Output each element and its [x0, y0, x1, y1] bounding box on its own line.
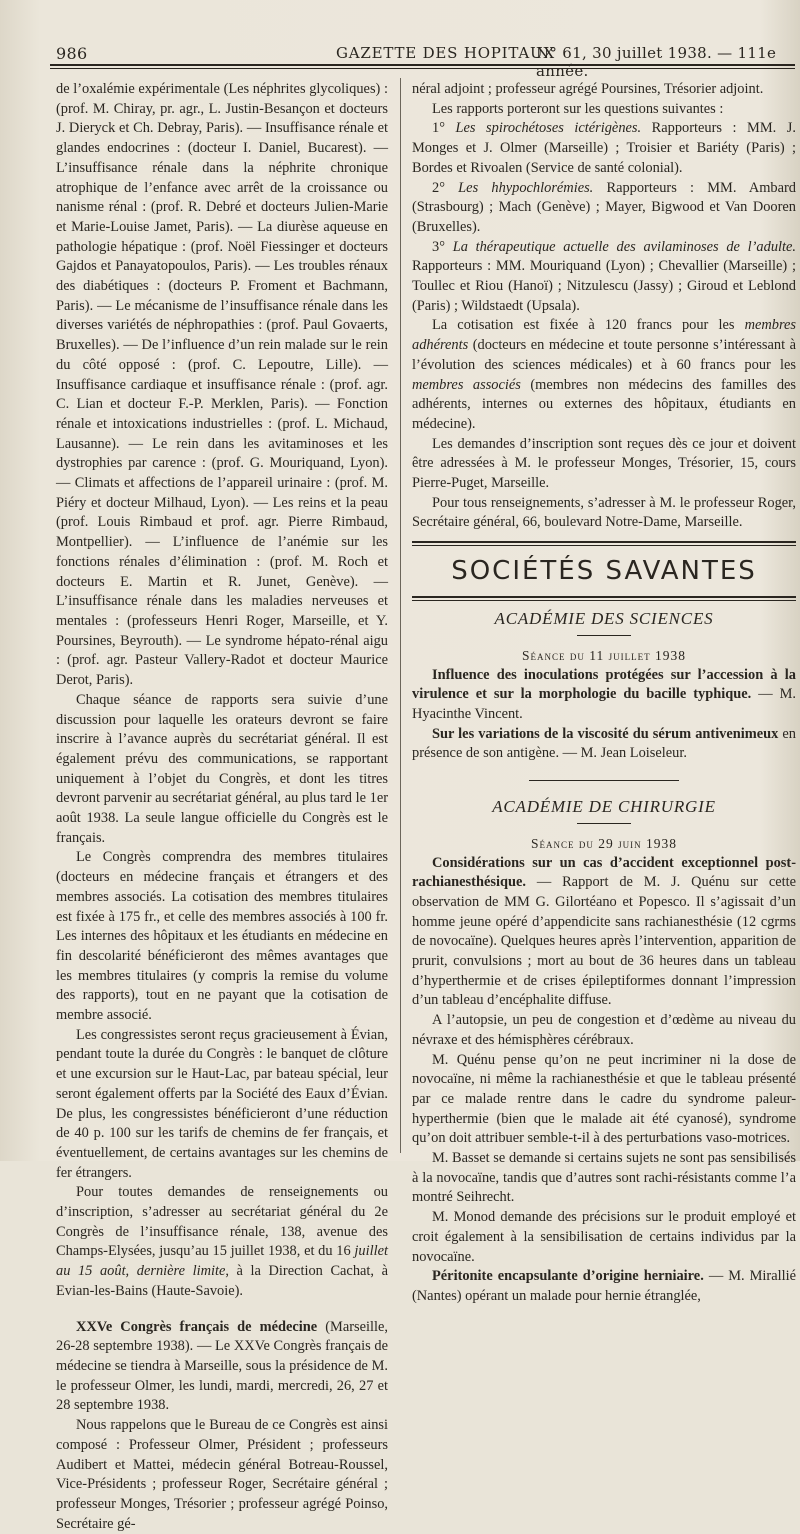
paragraph: Nous rappelons que le Bureau de ce Congrès est ainsi composé : Professeur Olmer, Président ; professeurs Audibert et Mattei, médecin général Botreau-Roussel, Vice-Présidents ; professeur Roger, Secrétaire général ; professeur Monges, Trésorier ; professeur agrégé Poinso, Secrétaire gé- — [56, 1417, 388, 1532]
short-rule — [577, 823, 631, 824]
paragraph: Les congressistes seront reçus gracieusement à Évian, pendant toute la durée du Congrès : le banquet de clôture et une excursion sur le Haut-Lac, par bateau spécial, leur seront également offerts par la Société des Eaux d’Évian. De plus, les congressistes bénéficieront d’une réduction de 40 p. 100 sur les tarifs de chemins de fer français, et éventuellement, de certains avantages sur les chemins de fer étrangers. — [56, 1026, 388, 1181]
academy-heading: ACADÉMIE DE CHIRURGIE — [492, 797, 716, 817]
paragraph: M. Monod demande des précisions sur le produit employé et croit également à la sensibilisation de certains individus par la novocaïne. — [412, 1209, 796, 1265]
paragraph: M. Basset se demande si certains sujets ne sont pas sensibilisés à la novocaïne, tandis que d’autres sont rachi-résistants comme l’a montré Seihrecht. — [412, 1150, 796, 1206]
session-date: Séance du 11 juillet 1938 — [522, 647, 686, 663]
paragraph: Les demandes d’inscription sont reçues dès ce jour et doivent être adressées à M. le professeur Monges, Trésorier, 15, cours Pierre-Puget, Marseille. — [412, 435, 796, 492]
paragraph: néral adjoint ; professeur agrégé Poursines, Trésorier adjoint. — [412, 81, 764, 97]
issue-info: N° 61, 30 juillet 1938. — 111e année. — [536, 44, 777, 80]
academy-heading: ACADÉMIE DES SCIENCES — [494, 609, 714, 629]
paragraph: A l’autopsie, un peu de congestion et d’œdème au niveau du névraxe et des hémisphères cérébraux. — [412, 1012, 796, 1048]
paragraph: Pour toutes demandes de renseignements ou d’inscription, s’adresser au secrétariat général du 2e Congrès de l’insuffisance rénale, 138, avenue des Champs-Elysées, jusqu’au 15 juillet 1938, et du 16 juillet au 15 août, dernière limite, à la Direction Cachat, à Evian-les-Bains (Haute-Savoie). — [56, 1184, 388, 1299]
congress-title: XXVe Congrès français de médecine — [76, 1318, 318, 1335]
header-rule-thin — [50, 68, 795, 69]
short-rule — [577, 635, 631, 636]
section-rule — [412, 596, 796, 601]
left-column — [56, 80, 388, 1534]
column-divider — [400, 78, 401, 1153]
paragraph: Chaque séance de rapports sera suivie d’une discussion pour laquelle les orateurs devront se faire inscrire à l’avance auprès du secrétariat général. Il est également prévu des communications, se rapportant uniquement à l’objet du Congrès, et dont les titres devront parvenir au secrétariat général, au plus tard le 1er août 1938. La seule langue officielle du Congrès est le français. — [56, 691, 388, 846]
header-rule — [50, 64, 795, 66]
paragraph: Le Congrès comprendra des membres titulaires (docteurs en médecine français et étrangers et des membres associés. La cotisation des membres titulaires est fixée à 175 fr., et celle des membres associés à 100 fr. Les internes des hôpitaux et les étudiants en médecine en fin descolarité bénéficieront des mêmes avantages que les membres titulaires (y compris la remise du volume des rapports), tout en ne payant que la cotisation de membre associé. — [56, 849, 388, 1024]
paragraph: La cotisation est fixée à 120 francs pour les membres adhérents (docteurs en médecine et toute personne s’intéressant à l’évolution des sciences médicales) et à 60 francs pour les membres associés (membres non médecins des familles des adhérents, internes ou externes des hôpitaux, étudiants en médecine). — [412, 317, 796, 432]
section-rule — [412, 541, 796, 546]
paragraph: 1° Les spirochétoses ictérigènes. Rapporteurs : MM. J. Monges et J. Olmer (Marseille) ; Troisier et Bariéty (Paris) ; Bordes et Rivoalen (Service de santé colonial). — [412, 120, 796, 176]
paragraph: Pour tous renseignements, s’adresser à M. le professeur Roger, Secrétaire général, 66, boulevard Notre-Dame, Marseille. — [412, 494, 796, 531]
journal-title: GAZETTE DES HOPITAUX — [336, 44, 555, 62]
section-title: SOCIÉTÉS SAVANTES — [451, 556, 757, 587]
paragraph: Péritonite encapsulante d’origine herniaire. — M. Mirallié (Nantes) opérant un malade pour hernie étranglée, — [412, 1268, 796, 1304]
page-header — [50, 40, 798, 80]
right-column — [412, 80, 796, 1307]
paragraph: 2° Les hhypochlorémies. Rapporteurs : MM. Ambard (Strasbourg) ; Mach (Genève) ; Mayer, Bigwood et Van Dooren (Bruxelles). — [412, 179, 796, 235]
paragraph: XXVe Congrès français de médecine (Marseille, 26-28 septembre 1938). — Le XXVe Congrès français de médecine se tiendra à Marseille, sous la présidence de M. le professeur Olmer, les lundi, mardi, mercredi, 26, 27 et 28 septembre 1938. — [56, 1318, 388, 1414]
paragraph: Influence des inoculations protégées sur l’accession à la virulence et sur la morphologie du bacille typhique. — M. Hyacinthe Vincent. — [412, 666, 797, 722]
paragraph: M. Quénu pense qu’on ne peut incriminer ni la dose de novocaïne, ni même la rachianesthésie et que le tableau présenté par ce malade rentre dans le cadre du syndrome paleur-hyperthermie (bien que le malade ait été cyanosé), syndrome qu’on doit attribuer semble-t-il à des perturbations vaso-motrices. — [412, 1051, 796, 1147]
paragraph: Sur les variations de la viscosité du sérum antivenimeux en présence de son antigène. — M. Jean Loiseleur. — [412, 725, 796, 762]
paragraph: Considérations sur un cas d’accident exceptionnel post-rachianesthésique. — Rapport de M. J. Quénu sur cette observation de MM G. Gilortéano et Popesco. Il s’agissait d’un homme jeune opéré d’appendicite sans rachianesthésie (12 cgrms de novocaïne). Quelques heures après l’intervention, apparition de prurit, convulsions ; mort au bout de 36 heures dans un tableau d’hyperthermie et de crises épileptiformes donnant l’impression d’un tableau d’encéphalite diffuse. — [412, 854, 796, 1009]
mid-rule — [529, 780, 679, 781]
paragraph: Les rapports porteront sur les questions suivantes : — [432, 100, 724, 117]
paragraph: 3° La thérapeutique actuelle des avilaminoses de l’adulte. Rapporteurs : MM. Mouriquand (Lyon) ; Chevallier (Marseille) ; Toullec et Riou (Hanoï) ; Nitzulescu (Jassy) ; Giroud et Leblond (Paris) ; Wildstaedt (Upsala). — [412, 238, 796, 314]
page-number: 986 — [56, 44, 88, 63]
session-date: Séance du 29 juin 1938 — [530, 835, 677, 851]
paragraph: de l’oxalémie expérimentale (Les néphrites glycoliques) : (prof. M. Chiray, pr. agr., L. Justin-Besançon et docteurs J. Dieryck et Ch. Debray, Paris). — Insuffisance rénale et glandes endocrines : (docteur I. Daniel, Bucarest). — L’insuffisance rénale dans la néphrite chronique atrophique de l’enfance avec arrêt de la croissance ou nanisme rénal : (prof. R. Debré et docteurs Julien-Marie et Marie-Louise Jamet, Paris). — La diurèse aqueuse en pathologie hépatique : (prof. Noël Fiessinger et docteurs Gajdos et Panayatopoulos, Paris). — Les troubles rénaux des diabétiques : (docteurs P. Froment et Bachmann, Paris). — Le mécanisme de l’insuffisance rénale dans les diverses variétés de néphropathies : (prof. Paul Govaerts, Bruxelles). — De l’influence d’un rein malade sur le rein du côté opposé : (prof. C. Lepoutre, Lille). — Insuffisance cardiaque et insuffisance rénale : (prof. agr. C. Lian et docteur F.-P. Merklen, Paris). — Fonction rénale et intoxications industrielles : (prof. L. Michaud, Lausanne). — Le rein dans les avitaminoses et les dystrophies par carence : (prof. G. Mouriquand, Lyon). — Climats et affections de l’appareil urinaire : (prof. M. Piéry et docteur Milhaud, Lyon). — Les reins et la peau (prof. Louis Rimbaud et prof. agr. Pierre Rimbaud, Montpellier). — L’influence de l’anémie sur les fonctions rénales d’élimination : (prof. M. Roch et docteurs E. Martin et R. Junet, Genève). — L’insuffisance rénale dans les maladies nerveuses et mentales : (professeurs Henri Roger, Marseille, et Y. Poursines, Beyrouth). — Le syndrome hépato-rénal aigu : (prof. agr. Pasteur Vallery-Radot et docteur Maurice Derot, Paris). — [56, 81, 388, 689]
